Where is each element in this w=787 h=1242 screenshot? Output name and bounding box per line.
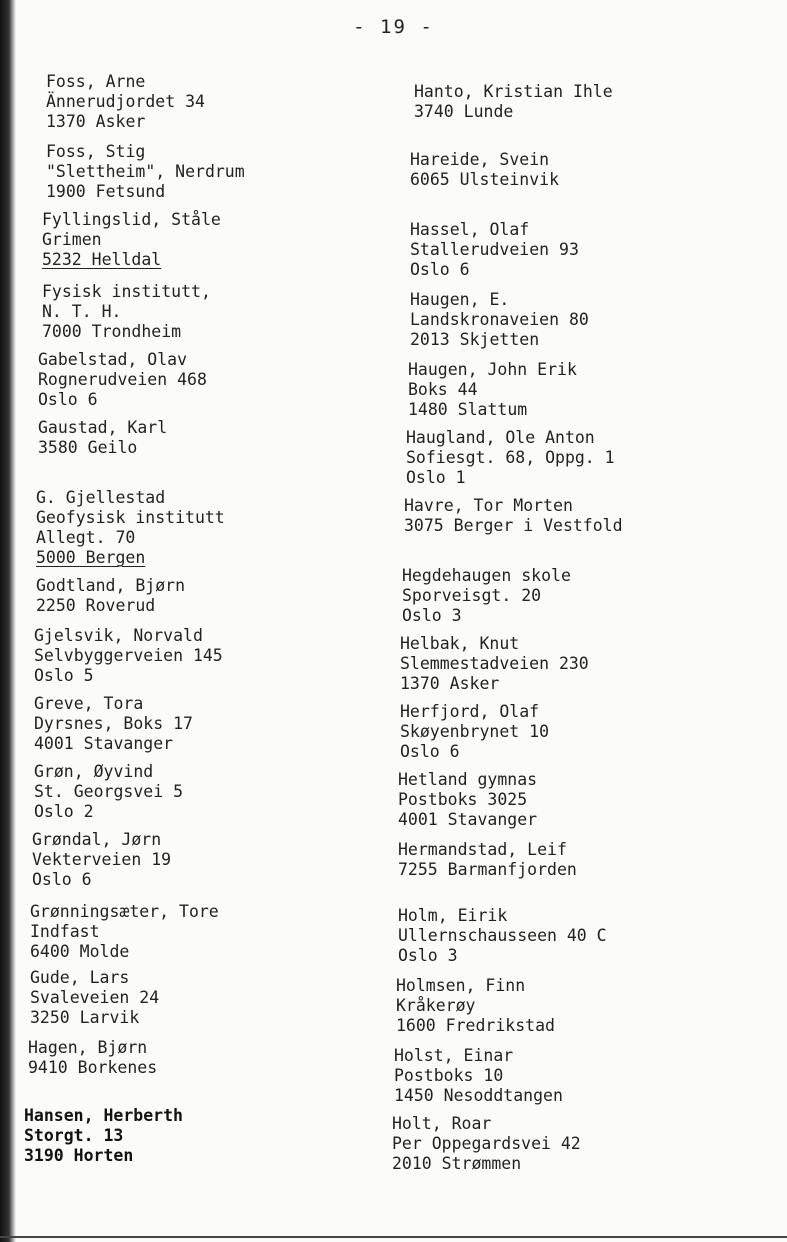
entry-postal-line: 5232 Helldal bbox=[42, 250, 162, 269]
entry-address-line: Selvbyggerveien 145 bbox=[34, 646, 223, 665]
entry-address-line: Landskronaveien 80 bbox=[410, 310, 589, 329]
entry-postal-line: 1370 Asker bbox=[400, 674, 500, 693]
entry-address-line: Geofysisk institutt bbox=[36, 508, 225, 527]
entry-postal-line: 5000 Bergen bbox=[36, 548, 146, 567]
entry-postal-line: 1480 Slattum bbox=[408, 400, 528, 419]
address-entry bbox=[410, 290, 589, 350]
address-entry bbox=[408, 360, 577, 420]
entry-name: Holst, Einar bbox=[394, 1046, 514, 1065]
entry-name: Greve, Tora bbox=[34, 694, 144, 713]
entry-postal-line: 3740 Lunde bbox=[414, 102, 514, 121]
entry-name: Gabelstad, Olav bbox=[38, 350, 188, 369]
address-entry bbox=[24, 1106, 183, 1166]
entry-name: Hanto, Kristian Ihle bbox=[414, 82, 613, 101]
entry-postal-line: 1370 Asker bbox=[46, 112, 146, 131]
entry-postal-line: 2010 Strømmen bbox=[392, 1154, 522, 1173]
page-number: - 19 - bbox=[353, 16, 434, 38]
address-entry bbox=[414, 82, 613, 122]
entry-name: Fyllingslid, Ståle bbox=[42, 210, 221, 229]
address-entry bbox=[398, 840, 577, 880]
entry-address-line: Per Oppegardsvei 42 bbox=[392, 1134, 581, 1153]
entry-name: Gjelsvik, Norvald bbox=[34, 626, 203, 645]
entry-postal-line: 3075 Berger i Vestfold bbox=[404, 516, 623, 535]
entry-address-line: Indfast bbox=[30, 922, 100, 941]
entry-address-line: Postboks 3025 bbox=[398, 790, 528, 809]
entry-address-line: Sporveisgt. 20 bbox=[402, 586, 542, 605]
entry-name: Hansen, Herberth bbox=[24, 1106, 183, 1125]
address-entry bbox=[404, 496, 623, 536]
address-entry bbox=[394, 1046, 563, 1106]
entry-address-line: Sofiesgt. 68, Oppg. 1 bbox=[406, 448, 615, 467]
address-entry bbox=[30, 968, 159, 1028]
address-entry bbox=[38, 350, 207, 410]
address-entry bbox=[34, 762, 183, 822]
entry-postal-line: 1600 Fredrikstad bbox=[396, 1016, 555, 1035]
entry-address-line: Dyrsnes, Boks 17 bbox=[34, 714, 193, 733]
entry-address-line: Postboks 10 bbox=[394, 1066, 504, 1085]
entry-postal-line: 1450 Nesoddtangen bbox=[394, 1086, 563, 1105]
entry-name: Holmsen, Finn bbox=[396, 976, 526, 995]
address-entry bbox=[410, 220, 579, 280]
entry-address-line: Slemmestadveien 230 bbox=[400, 654, 589, 673]
entry-address-line: Grimen bbox=[42, 230, 102, 249]
address-entry bbox=[46, 72, 205, 132]
entry-postal-line: 9410 Borkenes bbox=[28, 1058, 158, 1077]
entry-address-line: N. T. H. bbox=[42, 302, 122, 321]
entry-postal-line: 6065 Ulsteinvik bbox=[410, 170, 560, 189]
address-entry bbox=[400, 634, 589, 694]
entry-name: Haugen, John Erik bbox=[408, 360, 577, 379]
address-entry bbox=[36, 576, 185, 616]
address-entry bbox=[392, 1114, 581, 1174]
address-entry bbox=[32, 830, 171, 890]
entry-postal-line: Oslo 3 bbox=[398, 946, 458, 965]
address-entry bbox=[398, 770, 537, 830]
entry-postal-line: Oslo 5 bbox=[34, 666, 94, 685]
entry-name: Holt, Roar bbox=[392, 1114, 492, 1133]
entry-name: Hetland gymnas bbox=[398, 770, 538, 789]
entry-address-line: Ullernschausseen 40 C bbox=[398, 926, 607, 945]
address-entry bbox=[30, 902, 219, 962]
entry-name: Grøndal, Jørn bbox=[32, 830, 162, 849]
entry-name: Foss, Arne bbox=[46, 72, 146, 91]
address-entry bbox=[34, 626, 223, 686]
address-entry bbox=[28, 1038, 157, 1078]
entry-name: Haugland, Ole Anton bbox=[406, 428, 595, 447]
address-entry bbox=[42, 282, 211, 342]
entry-address-line: Boks 44 bbox=[408, 380, 478, 399]
entry-postal-line: 7255 Barmanfjorden bbox=[398, 860, 577, 879]
entry-name: Hareide, Svein bbox=[410, 150, 550, 169]
entry-name: Grønningsæter, Tore bbox=[30, 902, 219, 921]
entry-postal-line: Oslo 3 bbox=[402, 606, 462, 625]
address-entry bbox=[36, 488, 225, 568]
entry-postal-line: 3580 Geilo bbox=[38, 438, 138, 457]
entry-name: Fysisk institutt, bbox=[42, 282, 211, 301]
entry-postal-line: Oslo 6 bbox=[410, 260, 470, 279]
address-entry bbox=[406, 428, 615, 488]
entry-name: Gude, Lars bbox=[30, 968, 130, 987]
entry-address-line: Stallerudveien 93 bbox=[410, 240, 579, 259]
entry-name: Haugen, E. bbox=[410, 290, 510, 309]
entry-address-line: St. Georgsvei 5 bbox=[34, 782, 184, 801]
entry-postal-line: Oslo 6 bbox=[38, 390, 98, 409]
address-entry bbox=[410, 150, 559, 190]
address-entry bbox=[402, 566, 571, 626]
entry-name: Hegdehaugen skole bbox=[402, 566, 571, 585]
entry-name: Gaustad, Karl bbox=[38, 418, 168, 437]
entry-postal-line: 4001 Stavanger bbox=[398, 810, 538, 829]
entry-address-line: Ännerudjordet 34 bbox=[46, 92, 205, 111]
entry-postal-line: 2013 Skjetten bbox=[410, 330, 540, 349]
entry-name: Havre, Tor Morten bbox=[404, 496, 573, 515]
entry-address-line: Rognerudveien 468 bbox=[38, 370, 207, 389]
entry-name: Grøn, Øyvind bbox=[34, 762, 154, 781]
entry-address-line: "Slettheim", Nerdrum bbox=[46, 162, 245, 181]
entry-address-line: Skøyenbrynet 10 bbox=[400, 722, 550, 741]
entry-postal-line: Oslo 6 bbox=[400, 742, 460, 761]
entry-postal-line: Oslo 2 bbox=[34, 802, 94, 821]
entry-address-line: Kråkerøy bbox=[396, 996, 476, 1015]
entry-postal-line: 7000 Trondheim bbox=[42, 322, 182, 341]
entry-postal-line: 6400 Molde bbox=[30, 942, 130, 961]
address-entry bbox=[38, 418, 167, 458]
entry-name: Holm, Eirik bbox=[398, 906, 508, 925]
entry-postal-line: Oslo 1 bbox=[406, 468, 466, 487]
address-entry bbox=[396, 976, 555, 1036]
address-entry bbox=[398, 906, 607, 966]
entry-address-line: Allegt. 70 bbox=[36, 528, 136, 547]
entry-postal-line: 3250 Larvik bbox=[30, 1008, 140, 1027]
entry-address-line: Vekterveien 19 bbox=[32, 850, 172, 869]
entry-name: G. Gjellestad bbox=[36, 488, 166, 507]
entry-name: Hassel, Olaf bbox=[410, 220, 530, 239]
entry-name: Herfjord, Olaf bbox=[400, 702, 540, 721]
entry-address-line: Svaleveien 24 bbox=[30, 988, 160, 1007]
entry-name: Hagen, Bjørn bbox=[28, 1038, 148, 1057]
entry-postal-line: 1900 Fetsund bbox=[46, 182, 166, 201]
entry-postal-line: Oslo 6 bbox=[32, 870, 92, 889]
entry-postal-line: 3190 Horten bbox=[24, 1146, 134, 1165]
address-entry bbox=[34, 694, 193, 754]
entry-postal-line: 2250 Roverud bbox=[36, 596, 156, 615]
entry-name: Hermandstad, Leif bbox=[398, 840, 567, 859]
entry-address-line: Storgt. 13 bbox=[24, 1126, 124, 1145]
address-entry bbox=[46, 142, 245, 202]
entry-name: Helbak, Knut bbox=[400, 634, 520, 653]
entry-name: Godtland, Bjørn bbox=[36, 576, 186, 595]
entry-postal-line: 4001 Stavanger bbox=[34, 734, 174, 753]
address-entry bbox=[400, 702, 549, 762]
address-entry bbox=[42, 210, 221, 270]
entry-name: Foss, Stig bbox=[46, 142, 146, 161]
